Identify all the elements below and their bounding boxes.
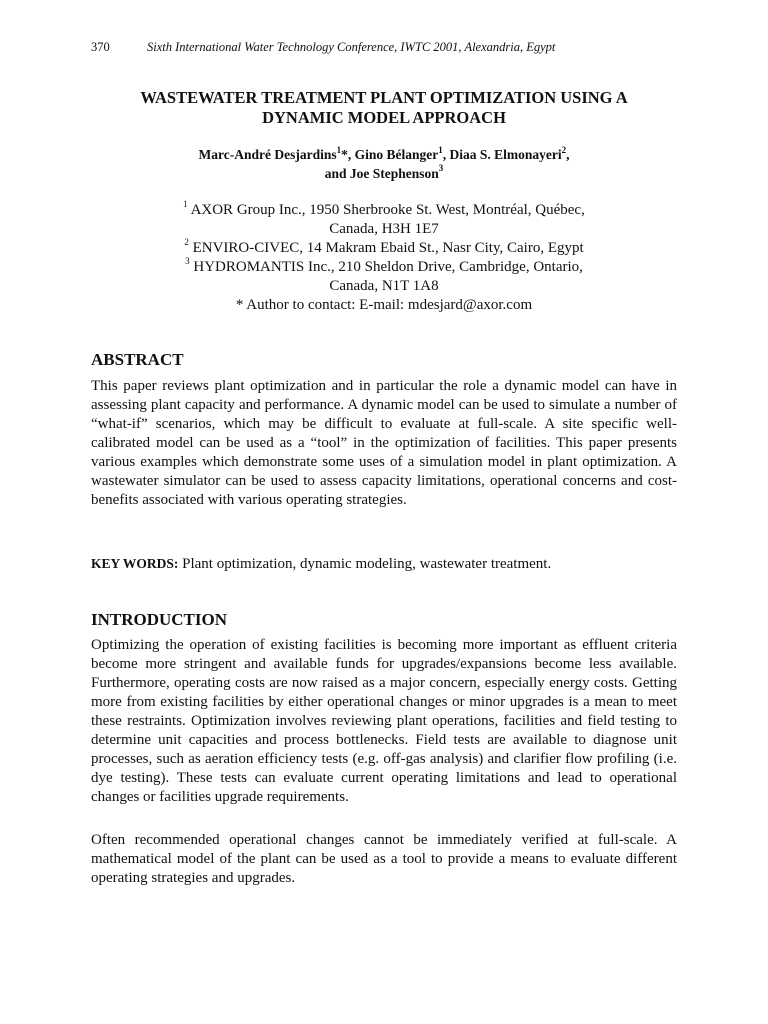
affiliation-3 [60,258,708,277]
authors-line-1 [60,146,708,165]
author-1-tail: *, [341,147,355,162]
author-2-tail: , [442,147,450,162]
abstract-heading: ABSTRACT [91,350,184,369]
affiliation-2-text: ENVIRO-CIVEC, 14 Makram Ebaid St., Nasr City, Cairo, Egypt [188,240,584,256]
author-1: Marc-André Desjardins [198,147,337,162]
introduction-heading: INTRODUCTION [91,610,228,629]
affiliation-3-sup: 3 [185,256,190,266]
affiliation-1-line-2: Canada, H3H 1E7 [329,221,439,237]
introduction-paragraph-1: Optimizing the operation of existing facilities is becoming more important as effluent criteria become more stringent and available funds for upgrades/expansions become less available. Furthermore, operating costs are now raised as a major concern, especially energy costs. Getting more from existing facilities by either operational changes or minor upgrades is a mean to meet these restraints. Optimization involves reviewing plant operations, facilities and field testing to determine unit capacities and process bottlenecks. Field tests are available to diagnose unit processes, such as aeration efficiency tests (e.g. off-gas analysis) and clarifier flow profiling (i.e. dye testing). These tests can evaluate current operating limitations and lead to operational changes or facilities upgrade requirements. [91,637,677,805]
keywords-text: Plant optimization, dynamic modeling, wastewater treatment. [178,556,552,572]
author-3-sup: 2 [561,144,567,155]
affiliation-2 [60,239,708,258]
affiliations [60,201,708,315]
keywords-label: KEY WORDS: [91,556,179,571]
abstract-text: This paper reviews plant optimization and in particular the role a dynamic model can have in assessing plant capacity and performance. A dynamic model can be used to simulate a number of “what-if” scenarios, which may be difficult to evaluate at full-scale. A site specific well-calibrated model can be used as a “tool” in the optimization of facilities. This paper presents various examples which demonstrate some uses of a simulation model in plant optimization. A wastewater simulator can be used to assess capacity limitations, operational concerns and cost-benefits associated with various operating strategies. [91,378,677,508]
keywords [91,554,677,574]
paper-title [60,88,708,128]
author-2: Gino Bélanger [354,147,439,162]
author-3: Diaa S. Elmonayeri [449,147,562,162]
contact-email: * Author to contact: E-mail: mdesjard@axor.com [235,297,533,313]
author-list [60,146,708,183]
affiliation-1-sup: 1 [183,199,188,209]
title-line-1: WASTEWATER TREATMENT PLANT OPTIMIZATION USING A [140,88,628,107]
affiliation-1 [60,201,708,220]
page-number: 370 [91,40,110,54]
running-header [91,40,555,55]
author-1-sup: 1 [336,144,342,155]
affiliation-3-line-2: Canada, N1T 1A8 [329,278,439,294]
affiliation-3-line-1: HYDROMANTIS Inc., 210 Sheldon Drive, Cambridge, Ontario, [189,259,583,275]
affiliation-2-sup: 2 [184,237,189,247]
author-3-tail: , [566,147,570,162]
author-2-sup: 1 [438,144,443,155]
authors-line-2 [60,165,708,184]
title-line-2: DYNAMIC MODEL APPROACH [262,108,506,127]
author-4: and Joe Stephenson [324,165,439,181]
introduction-paragraph-2: Often recommended operational changes cannot be immediately verified at full-scale. A mathematical model of the plant can be used as a tool to provide a means to evaluate different operating strategies and upgrades. [91,832,677,886]
affiliation-1-line-1: AXOR Group Inc., 1950 Sherbrooke St. West, Montréal, Québec, [187,202,585,218]
conference-name: Sixth International Water Technology Conference, IWTC 2001, Alexandria, Egypt [147,40,556,54]
author-4-sup: 3 [438,163,444,173]
